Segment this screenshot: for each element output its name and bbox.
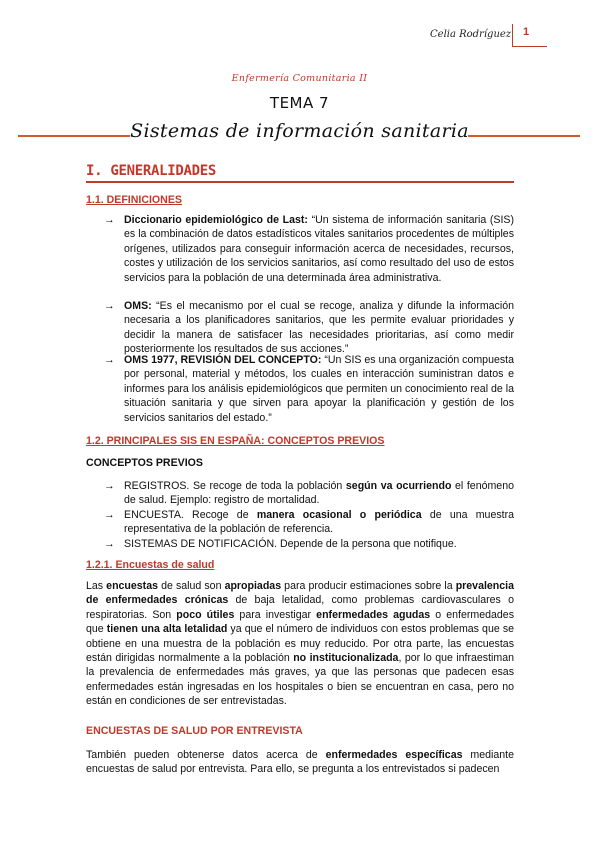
- header-author: Celia Rodríguez: [430, 29, 512, 40]
- page-number: 1: [523, 26, 530, 38]
- section-rule: [86, 181, 514, 183]
- subsection-definiciones: 1.1. DEFINICIONES: [86, 194, 182, 206]
- subject-title: Enfermería Comunitaria II: [231, 73, 368, 84]
- list-item: → SISTEMAS DE NOTIFICACIÓN. Depende de la persona que notifique.: [104, 538, 457, 550]
- list-item: → ENCUESTA. Recoge de manera ocasional o periódica de una muestra representativa de la población de referencia.: [104, 509, 514, 536]
- arrow-right-icon: →: [104, 214, 115, 226]
- arrow-right-icon: →: [104, 480, 115, 492]
- arrow-right-icon: →: [104, 538, 115, 550]
- tema-title: TEMA 7: [269, 94, 330, 112]
- conceptos-heading: CONCEPTOS PREVIOS: [86, 457, 203, 469]
- arrow-right-icon: →: [104, 354, 115, 366]
- list-item: → OMS 1977, REVISIÓN DEL CONCEPTO: “Un SIS es una organización compuesta por personal, material y métodos, los cuales en interacción suministran datos e informes para los análisis epidemiológicos que permiten un conocimiento real de la situación sanitaria y que sirven para apoyar la planificación y gestión de los servicios sanitarios del estado.”: [104, 354, 514, 424]
- page-title: Sistemas de información sanitaria: [130, 120, 469, 142]
- page-badge: [512, 24, 547, 47]
- subsection-principales: 1.2. PRINCIPALES SIS EN ESPAÑA: CONCEPTOS PREVIOS: [86, 435, 385, 447]
- arrow-right-icon: →: [104, 509, 115, 521]
- section-heading: I. GENERALIDADES: [86, 163, 217, 179]
- arrow-right-icon: →: [104, 300, 115, 312]
- list-item: → OMS: “Es el mecanismo por el cual se recoge, analiza y difunde la información necesaria a los planificadores sanitarios, que les permite evaluar prioridades y decidir la manera de satisfacer las necesidades prioritarias, así como medir posteriormente los resultados de sus acciones.”: [104, 300, 514, 356]
- subsection-encuestas: 1.2.1. Encuestas de salud: [86, 559, 215, 571]
- paragraph-entrevista: También pueden obtenerse datos acerca de enfermedades específicas mediante encuestas de salud por entrevista. Para ello, se pregunta a los entrevistados si padecen: [86, 749, 515, 776]
- list-item: → REGISTROS. Se recoge de toda la población según va ocurriendo el fenómeno de salud. Ejemplo: registro de mortalidad.: [104, 480, 514, 507]
- paragraph-encuestas: Las encuestas de salud son apropiadas para producir estimaciones sobre la prevalencia de enfermedades crónicas de baja letalidad, como problemas cardiovasculares o respiratorias. Son poco útiles para investigar enfermedades agudas o enfermedades que tienen una alta letalidad ya que el número de individuos con estos problemas que se obtiene en una muestra de la población es muy reducido. Por otra parte, las encuestas están dirigidas normalmente a la población no institucionalizada, por lo que infraestiman la prevalencia de enfermedades más graves, ya que las personas que padecen esas enfermedades están ingresadas en los hospitales o bien se encuentran en casa, pero no están en condiciones de ser entrevistadas.: [86, 580, 515, 708]
- entrevista-heading: ENCUESTAS DE SALUD POR ENTREVISTA: [86, 725, 303, 737]
- list-item: → Diccionario epidemiológico de Last: “Un sistema de información sanitaria (SIS) es la combinación de datos estadísticos vitales sanitarios procedentes de múltiples orígenes, utilizados para conseguir información acerca de necesidades, recursos, costes y utilización de los servicios sanitarios, así como resultado del uso de estos servicios para la población de una determinada área administrativa.: [104, 214, 515, 284]
